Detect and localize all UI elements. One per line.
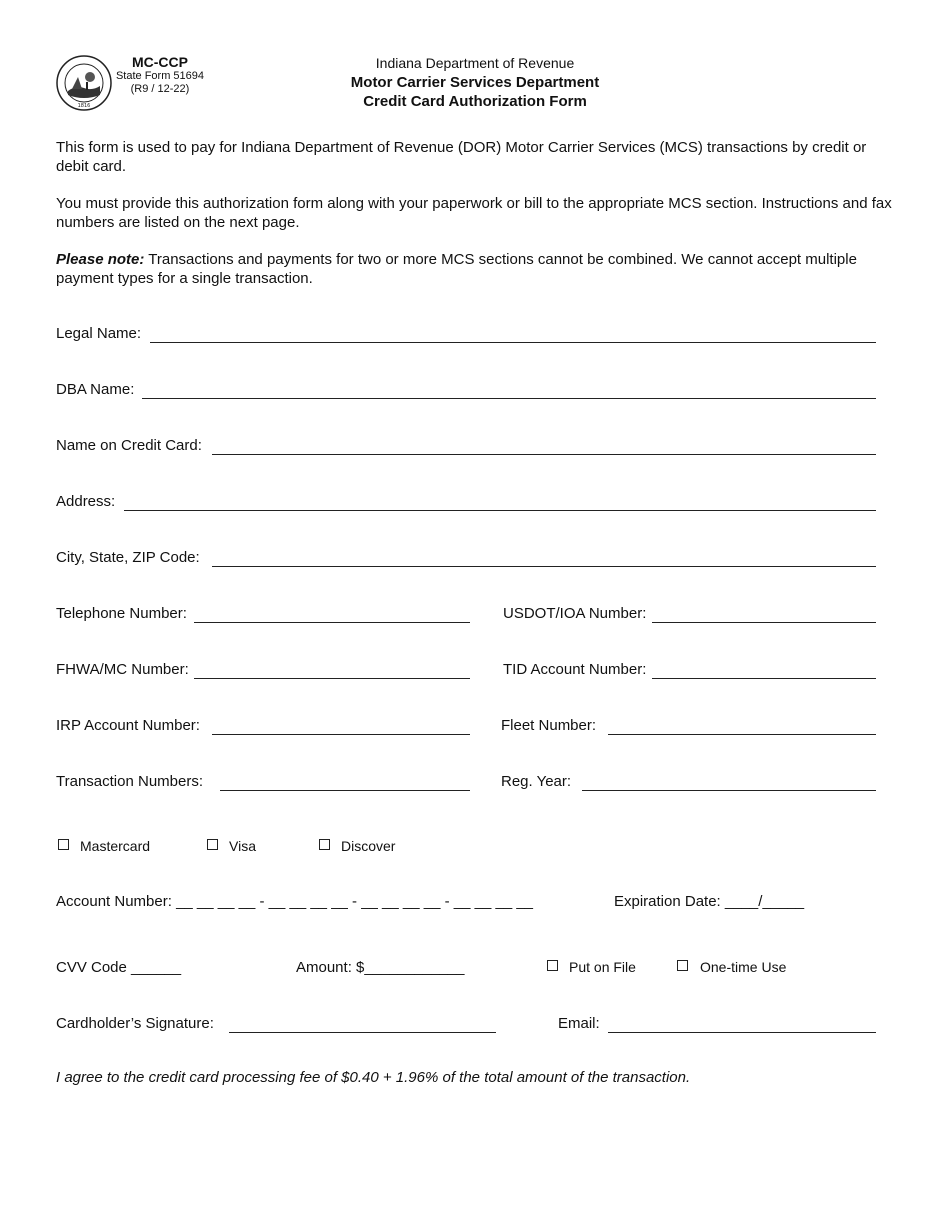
one-time-use-checkbox[interactable] xyxy=(677,960,688,971)
fleet-label: Fleet Number: xyxy=(501,717,597,734)
reg-year-field[interactable] xyxy=(582,776,876,791)
fhwa-field[interactable] xyxy=(194,664,470,679)
form-title-block xyxy=(300,54,650,111)
dba-name-label: DBA Name: xyxy=(56,381,135,398)
form-revision: (R9 / 12-22) xyxy=(130,83,190,95)
note-paragraph xyxy=(56,250,901,288)
irp-label: IRP Account Number: xyxy=(56,717,200,734)
amount-row xyxy=(296,958,464,978)
mastercard-label: Mastercard xyxy=(80,838,151,854)
cvv-row xyxy=(56,958,181,978)
usdot-field[interactable] xyxy=(652,608,876,623)
signature-label: Cardholder’s Signature: xyxy=(56,1015,214,1032)
form-title: Credit Card Authorization Form xyxy=(363,93,587,110)
visa-checkbox[interactable] xyxy=(207,839,218,850)
state-form-number: State Form 51694 xyxy=(115,70,205,82)
email-label: Email: xyxy=(558,1015,600,1032)
email-field[interactable] xyxy=(608,1018,876,1033)
address-label: Address: xyxy=(56,493,116,510)
cvv-field[interactable]: ______ xyxy=(131,959,182,976)
state-seal-logo xyxy=(56,55,112,111)
telephone-field[interactable] xyxy=(194,608,470,623)
account-number-field[interactable]: __ __ __ __ - __ __ __ __ - __ __ __ __ - __ __ __ __ xyxy=(176,893,534,910)
fee-agreement-text: I agree to the credit card processing fee of $0.40 + 1.96% of the total amount of the transaction. xyxy=(56,1069,691,1086)
intro-paragraph-1: This form is used to pay for Indiana Department of Revenue (DOR) Motor Carrier Services (MCS) transactions by credit or debit card. xyxy=(56,139,867,175)
expiration-label: Expiration Date: xyxy=(614,893,721,910)
fhwa-label: FHWA/MC Number: xyxy=(56,661,189,678)
city-state-zip-label: City, State, ZIP Code: xyxy=(56,549,200,566)
note-text: Transactions and payments for two or more MCS sections cannot be combined. We cannot accept multiple payment types for a single transaction. xyxy=(56,251,857,287)
telephone-label: Telephone Number: xyxy=(56,605,187,622)
fleet-field[interactable] xyxy=(608,720,876,735)
form-code: MC-CCP xyxy=(132,54,188,70)
address-field[interactable] xyxy=(124,496,876,511)
put-on-file-label: Put on File xyxy=(569,959,636,975)
account-number-label: Account Number: xyxy=(56,893,172,910)
discover-label: Discover xyxy=(341,838,396,854)
usdot-label: USDOT/IOA Number: xyxy=(503,605,647,622)
signature-field[interactable] xyxy=(229,1018,496,1033)
amount-label: Amount: $ xyxy=(296,959,365,976)
one-time-use-label: One-time Use xyxy=(700,959,787,975)
legal-name-label: Legal Name: xyxy=(56,325,142,342)
city-state-zip-field[interactable] xyxy=(212,552,876,567)
reg-year-label: Reg. Year: xyxy=(501,773,572,790)
visa-label: Visa xyxy=(229,838,256,854)
put-on-file-checkbox[interactable] xyxy=(547,960,558,971)
name-on-card-field[interactable] xyxy=(212,440,876,455)
note-label: Please note: xyxy=(56,251,145,268)
amount-field[interactable]: ____________ xyxy=(364,959,465,976)
department-name: Motor Carrier Services Department xyxy=(350,74,600,91)
intro-paragraph-2: You must provide this authorization form along with your paperwork or bill to the appropriate MCS section. Instructions and fax numbers are listed on the next page. xyxy=(56,195,892,231)
transaction-numbers-label: Transaction Numbers: xyxy=(56,773,203,790)
cvv-label: CVV Code xyxy=(56,959,127,976)
expiration-row xyxy=(614,892,804,912)
dba-name-field[interactable] xyxy=(142,384,876,399)
agency-name: Indiana Department of Revenue xyxy=(375,55,575,71)
legal-name-field[interactable] xyxy=(150,328,876,343)
transaction-numbers-field[interactable] xyxy=(220,776,470,791)
tid-field[interactable] xyxy=(652,664,876,679)
discover-checkbox[interactable] xyxy=(319,839,330,850)
expiration-field[interactable]: ____/_____ xyxy=(724,893,805,910)
svg-text:1816: 1816 xyxy=(77,103,91,109)
account-number-row xyxy=(56,892,533,912)
irp-field[interactable] xyxy=(212,720,470,735)
tid-label: TID Account Number: xyxy=(503,661,647,678)
mastercard-checkbox[interactable] xyxy=(58,839,69,850)
form-identifier xyxy=(112,54,208,96)
name-on-card-label: Name on Credit Card: xyxy=(56,437,202,454)
